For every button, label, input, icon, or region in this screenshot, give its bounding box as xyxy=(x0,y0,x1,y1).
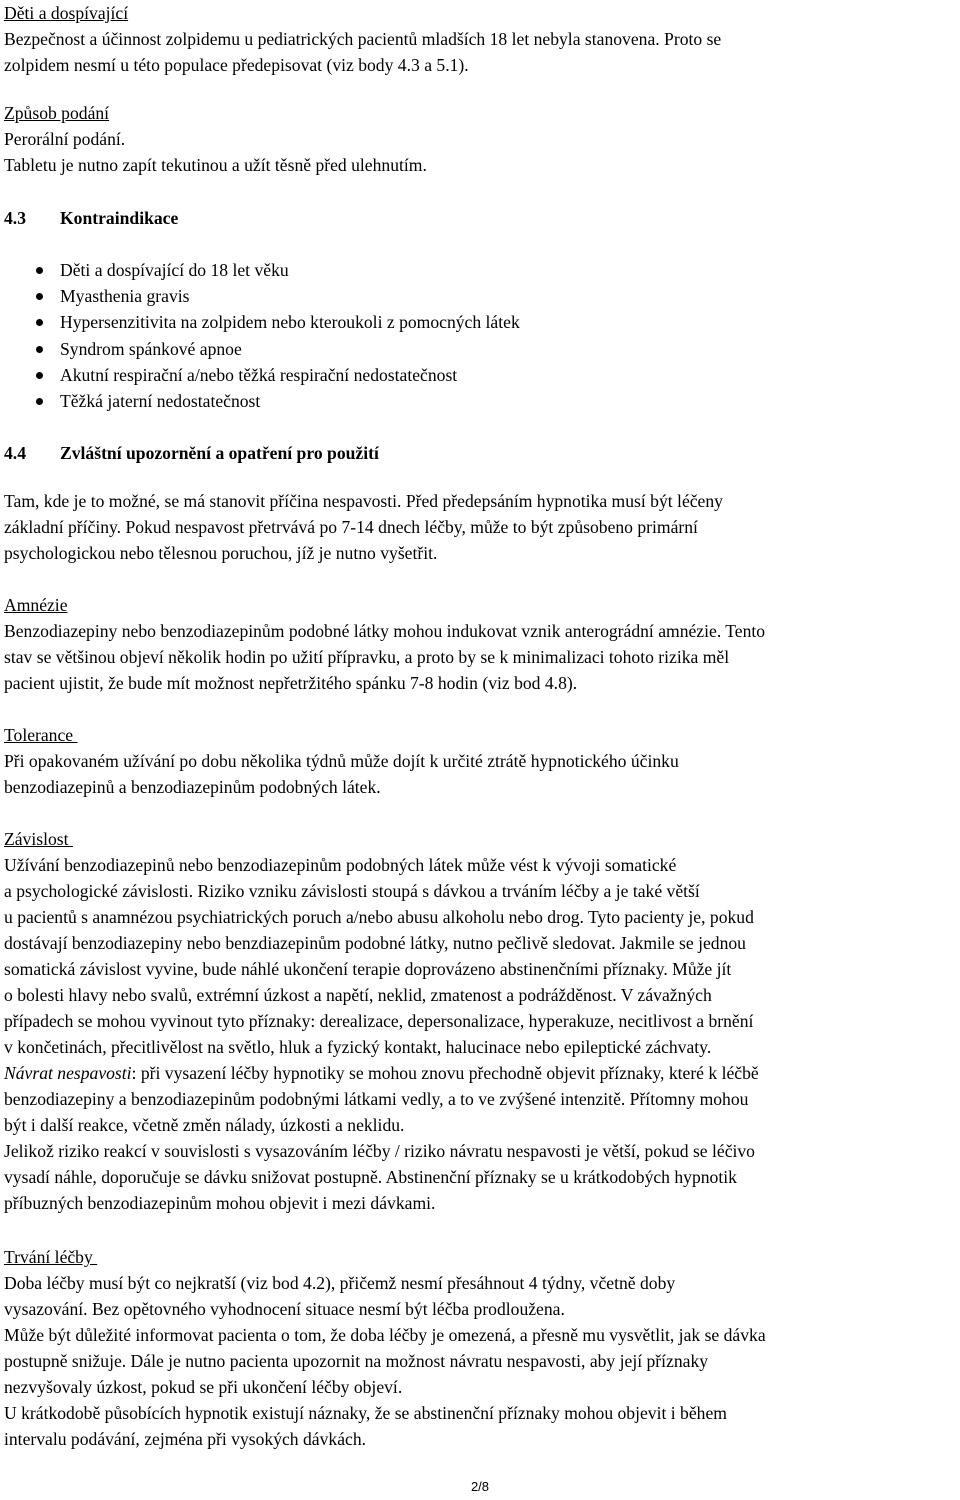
paragraph-line: somatická závislost vyvine, bude náhlé ukončení terapie doprovázeno abstinenčními příznaky. Může jít xyxy=(4,959,732,979)
paragraph-line: Návrat nespavosti: při vysazení léčby hypnotiky se mohou znovu přechodně objevit příznaky, které k léčbě xyxy=(4,1063,759,1083)
paragraph-line: Při opakovaném užívání po dobu několika týdnů může dojít k určité ztrátě hypnotického účinku xyxy=(4,751,679,771)
paragraph-line: psychologickou nebo tělesnou poruchou, jíž je nutno vyšetřit. xyxy=(4,543,438,563)
list-item: Těžká jaterní nedostatečnost xyxy=(0,388,520,414)
paragraph-line: případech se mohou vyvinout tyto příznaky: derealizace, depersonalizace, hyperakuze, necitlivost a brnění xyxy=(4,1011,754,1031)
bullet-icon xyxy=(36,293,43,300)
section-amnesia xyxy=(4,592,958,696)
section-administration xyxy=(4,100,958,178)
bullet-icon xyxy=(36,346,43,353)
paragraph-line: příbuzných benzodiazepinům mohou objevit i mezi dávkami. xyxy=(4,1193,436,1213)
paragraph-line: pacient ujistit, že bude mít možnost nepřetržitého spánku 7-8 hodin (viz bod 4.8). xyxy=(4,673,578,693)
list-item: Syndrom spánkové apnoe xyxy=(0,336,520,362)
paragraph-line: u pacientů s anamnézou psychiatrických poruch a/nebo abusu alkoholu nebo drog. Tyto pacienty je, pokud xyxy=(4,907,754,927)
paragraph-line: Benzodiazepiny nebo benzodiazepinům podobné látky mohou indukovat vznik anterográdní amnézie. Tento xyxy=(4,621,766,641)
section-heading: Způsob podání xyxy=(4,103,110,123)
paragraph-line: v končetinách, přecitlivělost na světlo, hluk a fyzický kontakt, halucinace nebo epileptické záchvaty. xyxy=(4,1037,712,1057)
paragraph-line: o bolesti hlavy nebo svalů, extrémní úzkost a napětí, neklid, zmatenost a podrážděnost. V závažných xyxy=(4,985,712,1005)
paragraph-line: Může být důležité informovat pacienta o tom, že doba léčby je omezená, a přesně mu vysvětlit, jak se dávka xyxy=(4,1325,766,1345)
paragraph-line: stav se většinou objeví několik hodin po užití přípravku, a proto by se k minimalizaci tohoto rizika měl xyxy=(4,647,730,667)
paragraph-line: intervalu podávání, zejména při vysokých dávkách. xyxy=(4,1429,367,1449)
page-number: 2/8 xyxy=(470,1479,490,1494)
bullet-icon xyxy=(36,267,43,274)
paragraph-line: Jelikož riziko reakcí v souvislosti s vysazováním léčby / riziko návratu nespavosti je větší, pokud se léčivo xyxy=(4,1141,755,1161)
paragraph-line: Perorální podání. xyxy=(4,129,126,149)
section-number: 4.3 xyxy=(4,208,26,228)
paragraph-line: vysazování. Bez opětovného vyhodnocení situace nesmí být léčba prodloužena. xyxy=(4,1299,565,1319)
section-heading: Děti a dospívající xyxy=(4,3,129,23)
list-item: Děti a dospívající do 18 let věku xyxy=(0,257,520,283)
section-warnings-text xyxy=(4,488,958,566)
list-item: Hypersenzitivita na zolpidem nebo kteroukoli z pomocných látek xyxy=(0,309,520,335)
paragraph-line: a psychologické závislosti. Riziko vzniku závislosti stoupá s dávkou a trváním léčby a je také větší xyxy=(4,881,700,901)
paragraph-line: Užívání benzodiazepinů nebo benzodiazepinům podobných látek může vést k vývoji somatické xyxy=(4,855,677,875)
paragraph-line: být i další reakce, včetně změn nálady, úzkosti a neklidu. xyxy=(4,1115,405,1135)
rebound-label: Návrat nespavosti xyxy=(4,1063,132,1083)
bullet-icon xyxy=(36,319,43,326)
contraindications-heading xyxy=(4,205,958,231)
paragraph-line: benzodiazepinů a benzodiazepinům podobných látek. xyxy=(4,777,381,797)
section-children xyxy=(4,0,958,78)
contraindications-list xyxy=(0,257,520,414)
paragraph-line: Tam, kde je to možné, se má stanovit příčina nespavosti. Před předepsáním hypnotika musí být léčeny xyxy=(4,491,723,511)
warnings-heading xyxy=(4,440,958,466)
list-item: Myasthenia gravis xyxy=(0,283,520,309)
section-title: Kontraindikace xyxy=(60,208,179,228)
section-heading: Závislost xyxy=(4,829,73,849)
section-heading: Trvání léčby xyxy=(4,1247,98,1267)
section-number: 4.4 xyxy=(4,443,26,463)
section-heading: Tolerance xyxy=(4,725,78,745)
bullet-icon xyxy=(36,372,43,379)
paragraph-line: základní příčiny. Pokud nespavost přetrvává po 7-14 dnech léčby, může to být způsobeno primární xyxy=(4,517,698,537)
paragraph-line: Tabletu je nutno zapít tekutinou a užít těsně před ulehnutím. xyxy=(4,155,427,175)
section-title: Zvláštní upozornění a opatření pro použití xyxy=(60,443,379,463)
paragraph-line: dostávají benzodiazepiny nebo benzdiazepinům podobné látky, nutno pečlivě sledovat. Jakmile se jednou xyxy=(4,933,746,953)
paragraph-line: vysadí náhle, doporučuje se dávku snižovat postupně. Abstinenční příznaky se u krátkodobých hypnotik xyxy=(4,1167,737,1187)
paragraph-line: U krátkodobě působících hypnotik existují náznaky, že se abstinenční příznaky mohou objevit i během xyxy=(4,1403,727,1423)
paragraph-line: postupně snižuje. Dále je nutno pacienta upozornit na možnost návratu nespavosti, aby její příznaky xyxy=(4,1351,709,1371)
paragraph-line: Doba léčby musí být co nejkratší (viz bod 4.2), přičemž nesmí přesáhnout 4 týdny, včetně doby xyxy=(4,1273,676,1293)
section-tolerance xyxy=(4,722,958,800)
bullet-icon xyxy=(36,398,43,405)
section-dependence xyxy=(4,826,958,1216)
paragraph-line: zolpidem nesmí u této populace předepisovat (viz body 4.3 a 5.1). xyxy=(4,55,469,75)
list-item: Akutní respirační a/nebo těžká respirační nedostatečnost xyxy=(0,362,520,388)
paragraph-line: nezvyšovaly úzkost, pokud se při ukončení léčby objeví. xyxy=(4,1377,403,1397)
paragraph-line: Bezpečnost a účinnost zolpidemu u pediatrických pacientů mladších 18 let nebyla stanovena. Proto se xyxy=(4,29,722,49)
section-heading: Amnézie xyxy=(4,595,68,615)
paragraph-line: benzodiazepiny a benzodiazepinům podobnými látkami vedly, a to ve zvýšené intenzitě. Přítomny mohou xyxy=(4,1089,749,1109)
section-duration xyxy=(4,1244,958,1452)
